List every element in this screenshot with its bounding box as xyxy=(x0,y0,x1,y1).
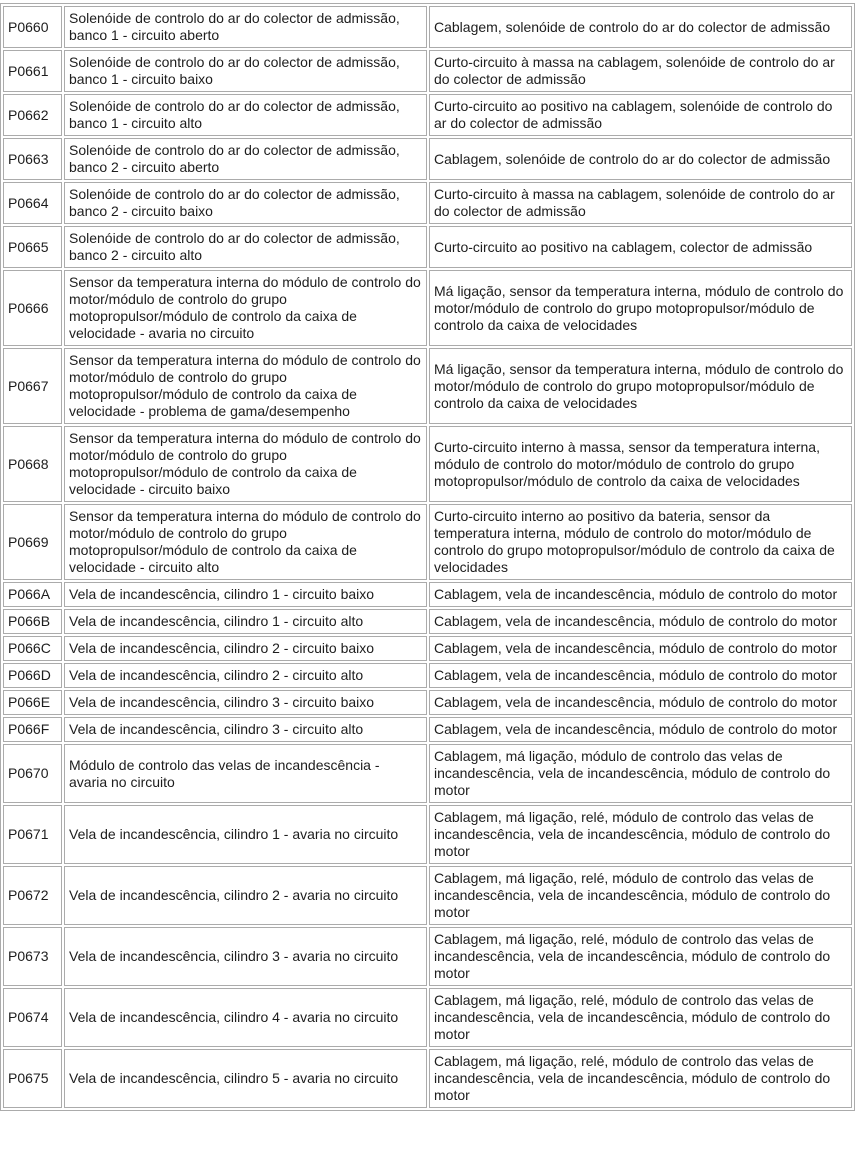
table-row xyxy=(3,927,852,986)
table-row xyxy=(3,426,852,502)
table-row xyxy=(3,50,852,92)
dtc-cause-cell: Cablagem, má ligação, relé, módulo de controlo das velas de incandescência, vela de incandescência, módulo de controlo do motor xyxy=(429,927,852,986)
dtc-code-cell: P0668 xyxy=(3,426,62,502)
dtc-cause-cell: Cablagem, solenóide de controlo do ar do colector de admissão xyxy=(429,138,852,180)
dtc-code-cell: P0674 xyxy=(3,988,62,1047)
dtc-code-cell: P0671 xyxy=(3,805,62,864)
table-row xyxy=(3,805,852,864)
dtc-description-cell: Solenóide de controlo do ar do colector de admissão, banco 1 - circuito aberto xyxy=(64,6,427,48)
dtc-table-body xyxy=(3,6,852,1108)
dtc-cause-cell: Curto-circuito interno à massa, sensor da temperatura interna, módulo de controlo do motor/módulo de controlo do grupo motopropulsor/módulo de controlo da caixa de velocidades xyxy=(429,426,852,502)
table-row xyxy=(3,6,852,48)
table-row xyxy=(3,744,852,803)
table-row xyxy=(3,270,852,346)
table-row xyxy=(3,226,852,268)
table-row xyxy=(3,866,852,925)
dtc-description-cell: Vela de incandescência, cilindro 2 - avaria no circuito xyxy=(64,866,427,925)
dtc-code-cell: P0673 xyxy=(3,927,62,986)
table-row xyxy=(3,138,852,180)
dtc-code-cell: P0665 xyxy=(3,226,62,268)
dtc-description-cell: Sensor da temperatura interna do módulo de controlo do motor/módulo de controlo do grupo motopropulsor/módulo de controlo da caixa de velocidade - problema de gama/desempenho xyxy=(64,348,427,424)
dtc-code-cell: P066D xyxy=(3,663,62,688)
dtc-code-cell: P0666 xyxy=(3,270,62,346)
dtc-code-cell: P0672 xyxy=(3,866,62,925)
dtc-cause-cell: Cablagem, má ligação, relé, módulo de controlo das velas de incandescência, vela de incandescência, módulo de controlo do motor xyxy=(429,805,852,864)
dtc-cause-cell: Má ligação, sensor da temperatura interna, módulo de controlo do motor/módulo de controlo do grupo motopropulsor/módulo de controlo da caixa de velocidades xyxy=(429,348,852,424)
dtc-description-cell: Vela de incandescência, cilindro 1 - circuito baixo xyxy=(64,582,427,607)
table-row xyxy=(3,582,852,607)
table-row xyxy=(3,94,852,136)
dtc-description-cell: Sensor da temperatura interna do módulo de controlo do motor/módulo de controlo do grupo motopropulsor/módulo de controlo da caixa de velocidade - circuito alto xyxy=(64,504,427,580)
dtc-cause-cell: Curto-circuito à massa na cablagem, solenóide de controlo do ar do colector de admissão xyxy=(429,182,852,224)
table-row xyxy=(3,636,852,661)
dtc-description-cell: Solenóide de controlo do ar do colector de admissão, banco 2 - circuito alto xyxy=(64,226,427,268)
dtc-cause-cell: Curto-circuito ao positivo na cablagem, solenóide de controlo do ar do colector de admissão xyxy=(429,94,852,136)
table-row xyxy=(3,348,852,424)
dtc-table xyxy=(0,3,855,1111)
dtc-cause-cell: Cablagem, vela de incandescência, módulo de controlo do motor xyxy=(429,717,852,742)
dtc-code-cell: P0664 xyxy=(3,182,62,224)
dtc-code-cell: P066B xyxy=(3,609,62,634)
dtc-description-cell: Módulo de controlo das velas de incandescência - avaria no circuito xyxy=(64,744,427,803)
dtc-cause-cell: Cablagem, vela de incandescência, módulo de controlo do motor xyxy=(429,663,852,688)
dtc-description-cell: Vela de incandescência, cilindro 3 - avaria no circuito xyxy=(64,927,427,986)
dtc-code-cell: P0663 xyxy=(3,138,62,180)
dtc-description-cell: Vela de incandescência, cilindro 1 - circuito alto xyxy=(64,609,427,634)
table-row xyxy=(3,690,852,715)
dtc-code-cell: P066E xyxy=(3,690,62,715)
dtc-cause-cell: Cablagem, vela de incandescência, módulo de controlo do motor xyxy=(429,690,852,715)
dtc-description-cell: Solenóide de controlo do ar do colector de admissão, banco 2 - circuito aberto xyxy=(64,138,427,180)
dtc-code-cell: P066A xyxy=(3,582,62,607)
dtc-description-cell: Vela de incandescência, cilindro 2 - circuito alto xyxy=(64,663,427,688)
dtc-description-cell: Solenóide de controlo do ar do colector de admissão, banco 1 - circuito alto xyxy=(64,94,427,136)
dtc-code-cell: P0661 xyxy=(3,50,62,92)
dtc-cause-cell: Cablagem, vela de incandescência, módulo de controlo do motor xyxy=(429,582,852,607)
dtc-cause-cell: Curto-circuito ao positivo na cablagem, colector de admissão xyxy=(429,226,852,268)
dtc-cause-cell: Cablagem, má ligação, relé, módulo de controlo das velas de incandescência, vela de incandescência, módulo de controlo do motor xyxy=(429,866,852,925)
table-row xyxy=(3,182,852,224)
dtc-description-cell: Sensor da temperatura interna do módulo de controlo do motor/módulo de controlo do grupo motopropulsor/módulo de controlo da caixa de velocidade - avaria no circuito xyxy=(64,270,427,346)
dtc-description-cell: Solenóide de controlo do ar do colector de admissão, banco 2 - circuito baixo xyxy=(64,182,427,224)
dtc-description-cell: Vela de incandescência, cilindro 5 - avaria no circuito xyxy=(64,1049,427,1108)
table-row xyxy=(3,717,852,742)
dtc-code-cell: P0675 xyxy=(3,1049,62,1108)
dtc-cause-cell: Cablagem, má ligação, relé, módulo de controlo das velas de incandescência, vela de incandescência, módulo de controlo do motor xyxy=(429,988,852,1047)
table-row xyxy=(3,663,852,688)
dtc-cause-cell: Cablagem, vela de incandescência, módulo de controlo do motor xyxy=(429,609,852,634)
dtc-code-cell: P066C xyxy=(3,636,62,661)
dtc-code-cell: P0662 xyxy=(3,94,62,136)
dtc-cause-cell: Curto-circuito à massa na cablagem, solenóide de controlo do ar do colector de admissão xyxy=(429,50,852,92)
dtc-code-cell: P0667 xyxy=(3,348,62,424)
dtc-description-cell: Solenóide de controlo do ar do colector de admissão, banco 1 - circuito baixo xyxy=(64,50,427,92)
table-row xyxy=(3,988,852,1047)
dtc-cause-cell: Cablagem, má ligação, relé, módulo de controlo das velas de incandescência, vela de incandescência, módulo de controlo do motor xyxy=(429,1049,852,1108)
dtc-cause-cell: Curto-circuito interno ao positivo da bateria, sensor da temperatura interna, módulo de controlo do motor/módulo de controlo do grupo motopropulsor/módulo de controlo da caixa de velocidades xyxy=(429,504,852,580)
dtc-code-cell: P066F xyxy=(3,717,62,742)
table-row xyxy=(3,609,852,634)
dtc-cause-cell: Má ligação, sensor da temperatura interna, módulo de controlo do motor/módulo de controlo do grupo motopropulsor/módulo de controlo da caixa de velocidades xyxy=(429,270,852,346)
dtc-description-cell: Vela de incandescência, cilindro 4 - avaria no circuito xyxy=(64,988,427,1047)
dtc-description-cell: Sensor da temperatura interna do módulo de controlo do motor/módulo de controlo do grupo motopropulsor/módulo de controlo da caixa de velocidade - circuito baixo xyxy=(64,426,427,502)
table-row xyxy=(3,504,852,580)
dtc-cause-cell: Cablagem, má ligação, módulo de controlo das velas de incandescência, vela de incandescência, módulo de controlo do motor xyxy=(429,744,852,803)
dtc-cause-cell: Cablagem, solenóide de controlo do ar do colector de admissão xyxy=(429,6,852,48)
dtc-cause-cell: Cablagem, vela de incandescência, módulo de controlo do motor xyxy=(429,636,852,661)
dtc-code-cell: P0669 xyxy=(3,504,62,580)
dtc-code-cell: P0660 xyxy=(3,6,62,48)
dtc-description-cell: Vela de incandescência, cilindro 1 - avaria no circuito xyxy=(64,805,427,864)
dtc-description-cell: Vela de incandescência, cilindro 2 - circuito baixo xyxy=(64,636,427,661)
dtc-description-cell: Vela de incandescência, cilindro 3 - circuito alto xyxy=(64,717,427,742)
dtc-description-cell: Vela de incandescência, cilindro 3 - circuito baixo xyxy=(64,690,427,715)
dtc-code-cell: P0670 xyxy=(3,744,62,803)
table-row xyxy=(3,1049,852,1108)
